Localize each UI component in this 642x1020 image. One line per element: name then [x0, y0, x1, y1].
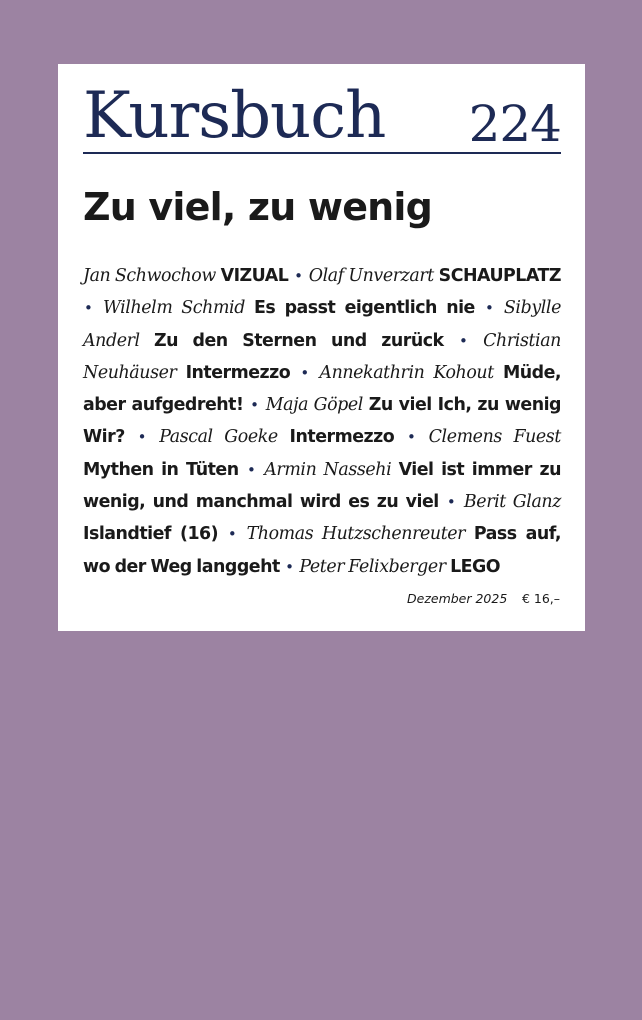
contents-work-title: Zu den Sternen und zurück: [154, 330, 444, 351]
contents-author: Annekathrin Kohout: [319, 362, 494, 383]
bullet-separator: •: [247, 460, 256, 479]
contents-work-title: Pass auf, wo der Weg langgeht: [83, 524, 561, 577]
bullet-separator: •: [300, 363, 310, 382]
cover-card: [58, 64, 585, 631]
bullet-separator: •: [484, 299, 494, 318]
bullet-separator: •: [250, 396, 259, 415]
contents-author: Thomas Hutzschenreuter: [246, 524, 466, 545]
contents-author: Peter Felixberger: [299, 556, 446, 577]
issue-date: Dezember 2025: [407, 591, 508, 606]
bullet-separator: •: [458, 331, 468, 350]
issue-title: Zu viel, zu wenig: [83, 185, 433, 229]
bullet-separator: •: [294, 267, 303, 285]
table-of-contents: [83, 260, 561, 583]
contents-work-title: Intermezzo: [185, 362, 291, 383]
contents-author: Clemens Fuest: [428, 427, 561, 448]
contents-author: Olaf Unverzart: [308, 266, 434, 286]
contents-author: Armin Nassehi: [264, 459, 392, 480]
bullet-separator: •: [285, 557, 294, 576]
contents-work-title: SCHAUPLATZ: [438, 266, 561, 286]
contents-work-title: Mythen in Tüten: [83, 459, 239, 480]
contents-work-title: VIZUAL: [220, 266, 289, 286]
contents-work-title: Intermezzo: [289, 427, 395, 448]
bullet-separator: •: [137, 428, 147, 447]
masthead: [83, 80, 561, 154]
contents-work-title: Islandtief (16): [83, 524, 219, 545]
bullet-separator: •: [84, 299, 93, 318]
contents-author: Pascal Goeke: [159, 427, 278, 448]
bullet-separator: •: [406, 428, 416, 447]
contents-author: Christian Neuhäuser: [83, 330, 561, 383]
contents-work-title: Müde, aber aufgedreht!: [83, 362, 562, 416]
bullet-separator: •: [227, 525, 237, 544]
contents-work-title: Zu viel Ich, zu wenig Wir?: [83, 395, 561, 448]
contents-author: Sibylle Anderl: [83, 298, 561, 351]
contents-author: Wilhelm Schmid: [102, 298, 245, 319]
issue-number: 224: [468, 95, 561, 153]
contents-author: Maja Göpel: [265, 395, 363, 416]
bullet-separator: •: [446, 493, 456, 512]
contents-work-title: Es passt eigentlich nie: [254, 298, 475, 319]
brand-title: Kursbuch: [83, 79, 386, 153]
contents-work-title: LEGO: [450, 556, 501, 577]
contents-author: Berit Glanz: [463, 492, 561, 513]
issue-price: € 16,–: [521, 591, 560, 606]
contents-work-title: Viel ist immer zu wenig, und manchmal wird es zu viel: [83, 459, 561, 513]
contents-author: Jan Schwochow: [83, 266, 216, 286]
